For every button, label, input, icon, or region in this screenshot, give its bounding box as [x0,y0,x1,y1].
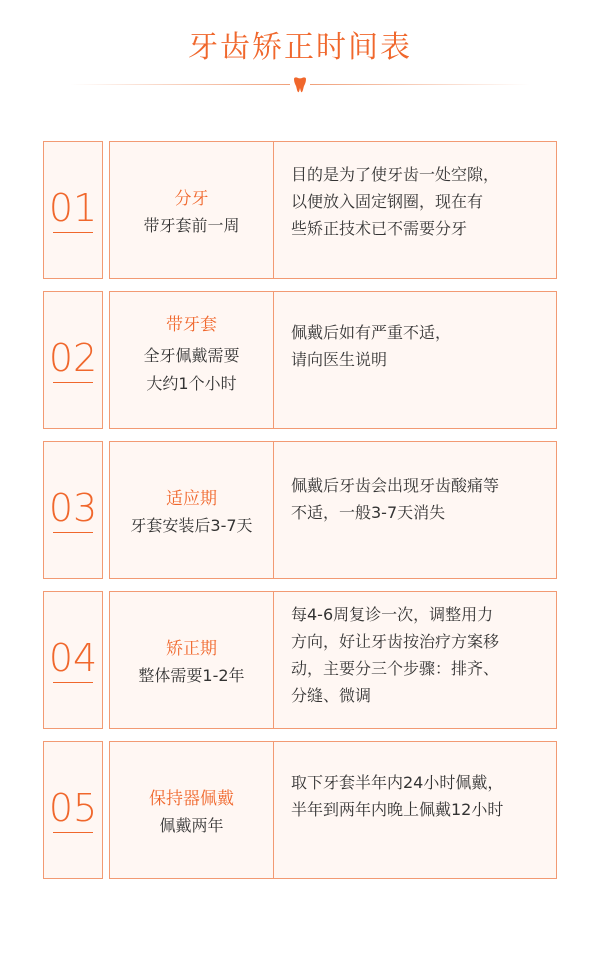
description-box [273,141,557,279]
number-underline [53,682,93,683]
description-line: 半年到两年内晚上佩戴12小时 [291,800,504,819]
timeline-row [43,741,556,879]
stage-label: 保持器佩戴 [149,789,234,809]
description-line: 方向，好让牙齿按治疗方案移 [291,632,500,651]
timeline-row [43,441,556,579]
description-line: 些矫正技术已不需要分牙 [291,219,468,238]
tooth-icon [291,76,309,94]
stage-duration: 全牙佩戴需要 [143,346,240,365]
description-line: 以便放入固定钢圈，现在有 [291,192,484,211]
step-number-box [43,291,103,429]
stage-box [109,141,274,279]
stage-box [109,441,274,579]
number-underline [53,382,93,383]
description-box [273,441,557,579]
stage-description [291,161,549,242]
page-title: 牙齿矫正时间表 [188,30,412,65]
stage-label: 分牙 [174,189,209,209]
stage-description [291,319,549,373]
step-number: 04 [48,636,98,680]
description-line: 目的是为了使牙齿一处空隙， [291,165,500,184]
description-box [273,591,557,729]
description-line: 分缝、微调 [291,686,372,705]
stage-label: 矫正期 [166,639,217,659]
stage-duration: 整体需要1-2年 [138,666,245,685]
step-number: 03 [48,486,98,530]
number-underline [53,232,93,233]
stage-duration: 佩戴两年 [159,816,224,835]
number-underline [53,532,93,533]
timeline-row [43,141,556,279]
step-number: 05 [48,786,98,830]
description-box [273,741,557,879]
stage-duration: 大约1个小时 [146,374,237,393]
stage-description [291,769,549,823]
description-line: 动，主要分三个步骤：排齐、 [291,659,500,678]
step-number-box [43,741,103,879]
stage-box [109,741,274,879]
timeline-row [43,291,556,429]
description-line: 不适，一般3-7天消失 [291,503,446,522]
timeline-row [43,591,556,729]
title-divider-left [70,84,290,85]
description-line: 每4-6周复诊一次，调整用力 [291,605,494,624]
step-number: 01 [48,186,98,230]
step-number-box [43,591,103,729]
description-box [273,291,557,429]
stage-label: 带牙套 [166,315,217,335]
number-underline [53,832,93,833]
description-line: 请向医生说明 [291,350,388,369]
step-number-box [43,441,103,579]
description-line: 佩戴后牙齿会出现牙齿酸痛等 [291,476,500,495]
description-line: 佩戴后如有严重不适， [291,323,452,342]
title-divider-right [310,84,530,85]
description-line: 取下牙套半年内24小时佩戴， [291,773,504,792]
stage-box [109,591,274,729]
step-number: 02 [48,336,98,380]
step-number-box [43,141,103,279]
stage-description [291,601,549,709]
stage-duration: 牙套安装后3-7天 [130,516,253,535]
stage-label: 适应期 [166,489,217,509]
stage-description [291,472,549,526]
stage-box [109,291,274,429]
stage-duration: 带牙套前一周 [143,216,240,235]
